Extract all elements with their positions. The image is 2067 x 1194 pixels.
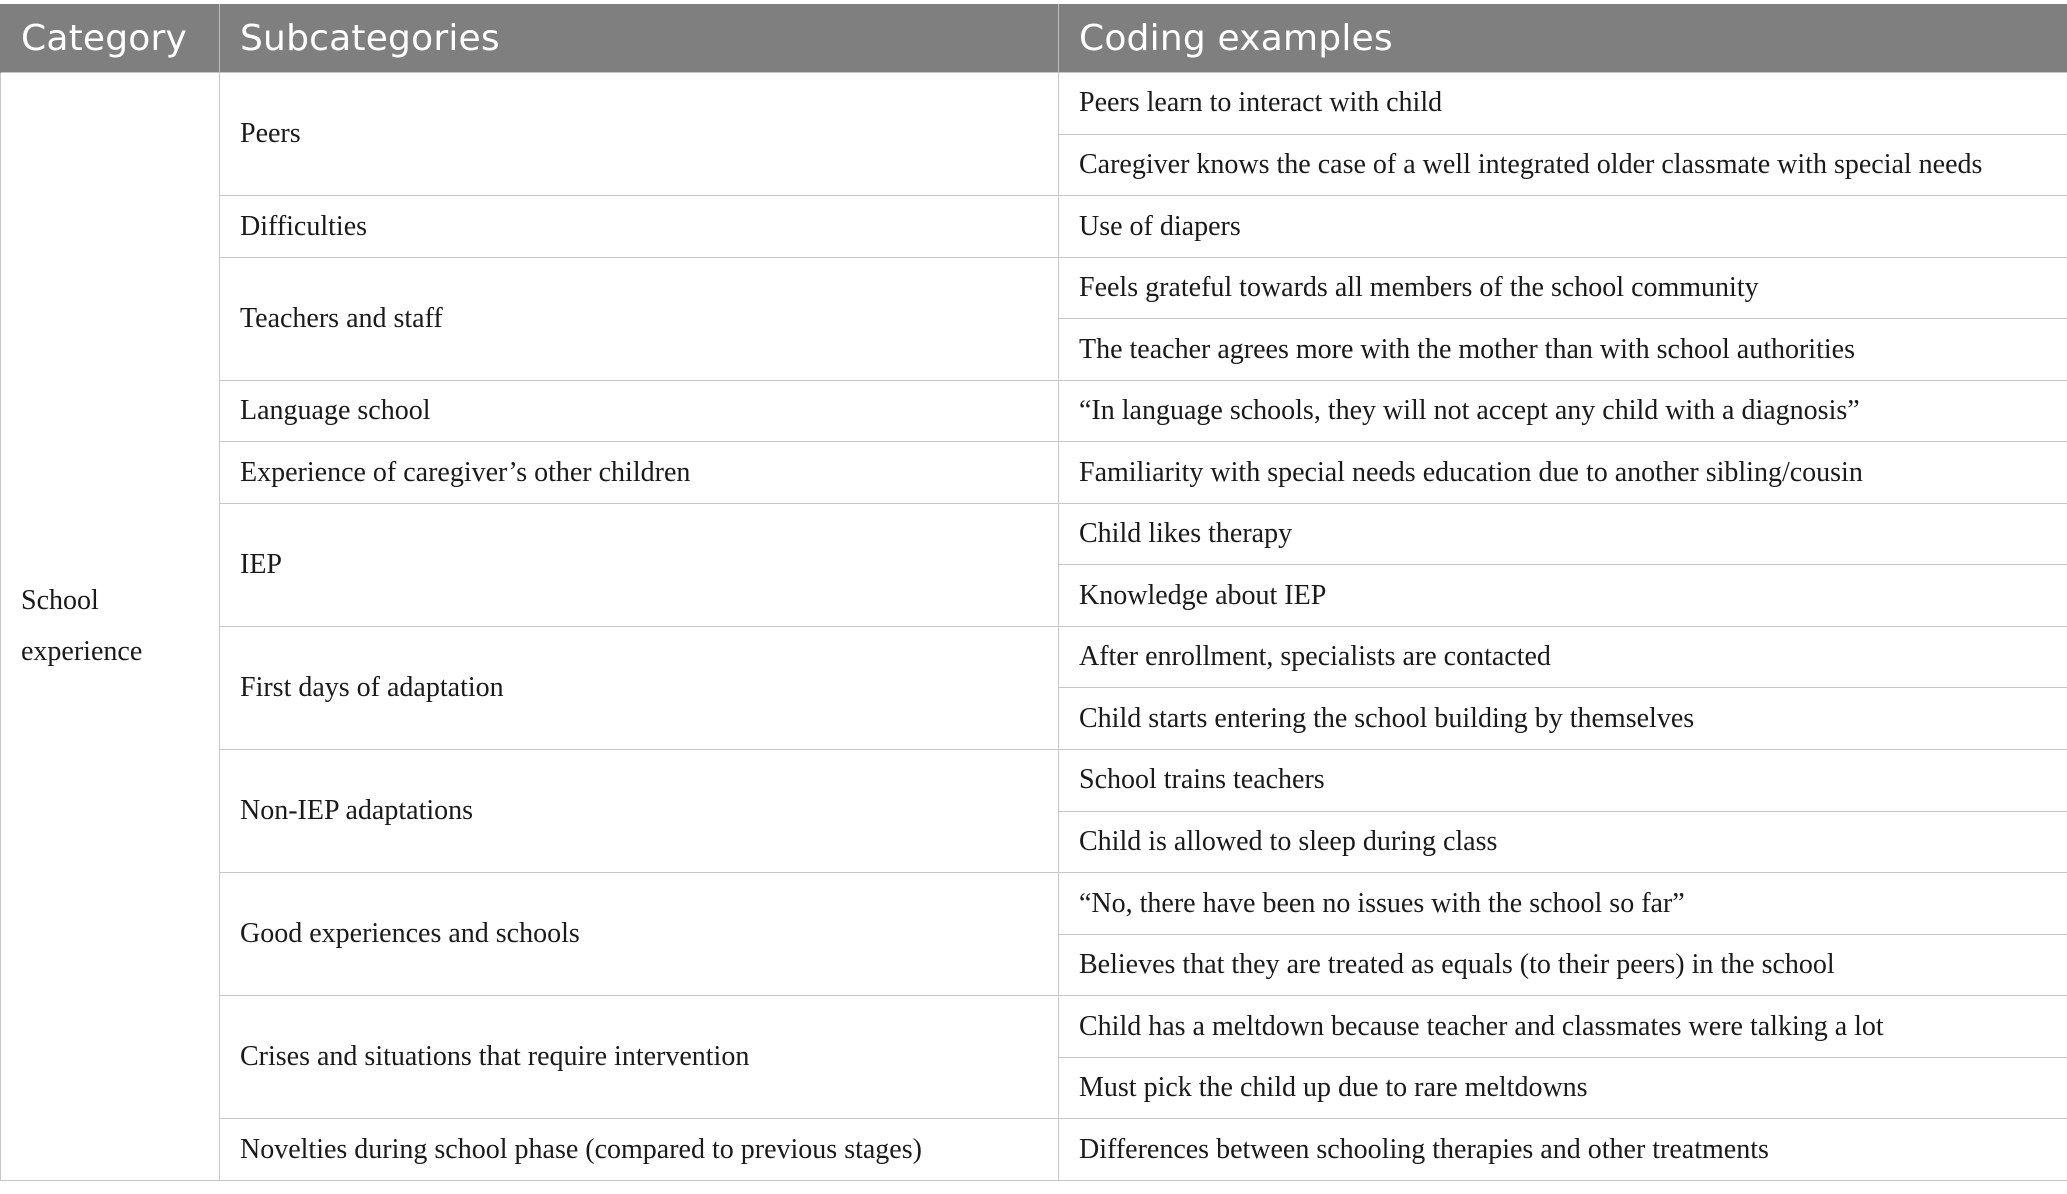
- coding-example-cell: Child starts entering the school building by themselves: [1059, 688, 2067, 750]
- coding-table-container: [0, 4, 2067, 1181]
- header-coding-examples: Coding examples: [1059, 4, 2067, 73]
- table-body: [1, 73, 2067, 1181]
- subcategory-cell: Crises and situations that require intervention: [220, 996, 1059, 1119]
- table-row: [1, 442, 2067, 504]
- table-row: [1, 873, 2067, 935]
- coding-example-cell: Believes that they are treated as equals (to their peers) in the school: [1059, 934, 2067, 996]
- coding-example-cell: Child has a meltdown because teacher and classmates were talking a lot: [1059, 996, 2067, 1058]
- subcategory-cell: Difficulties: [220, 196, 1059, 258]
- table-row: [1, 503, 2067, 565]
- table-row: [1, 380, 2067, 442]
- category-line: experience: [21, 635, 143, 667]
- coding-table: [0, 4, 2067, 1181]
- category-line: School: [21, 585, 99, 617]
- table-row: [1, 996, 2067, 1058]
- coding-example-cell: The teacher agrees more with the mother than with school authorities: [1059, 319, 2067, 381]
- subcategory-cell: Teachers and staff: [220, 257, 1059, 380]
- table-row: [1, 1119, 2067, 1181]
- table-row: [1, 196, 2067, 258]
- table-row: [1, 626, 2067, 688]
- coding-example-cell: Feels grateful towards all members of the school community: [1059, 257, 2067, 319]
- coding-example-cell: After enrollment, specialists are contacted: [1059, 626, 2067, 688]
- table-row: [1, 73, 2067, 135]
- coding-example-cell: Familiarity with special needs education due to another sibling/cousin: [1059, 442, 2067, 504]
- subcategory-cell: Non-IEP adaptations: [220, 750, 1059, 873]
- coding-example-cell: “No, there have been no issues with the school so far”: [1059, 873, 2067, 935]
- coding-example-cell: Peers learn to interact with child: [1059, 73, 2067, 135]
- coding-example-cell: Child likes therapy: [1059, 503, 2067, 565]
- subcategory-cell: First days of adaptation: [220, 626, 1059, 749]
- table-header: [1, 4, 2067, 73]
- subcategory-cell: Novelties during school phase (compared to previous stages): [220, 1119, 1059, 1181]
- coding-example-cell: School trains teachers: [1059, 750, 2067, 812]
- table-row: [1, 750, 2067, 812]
- coding-example-cell: Caregiver knows the case of a well integrated older classmate with special needs: [1059, 134, 2067, 196]
- subcategory-cell: Good experiences and schools: [220, 873, 1059, 996]
- coding-example-cell: Use of diapers: [1059, 196, 2067, 258]
- header-subcategories: Subcategories: [220, 4, 1059, 73]
- coding-example-cell: Child is allowed to sleep during class: [1059, 811, 2067, 873]
- table-row: [1, 257, 2067, 319]
- header-category: Category: [1, 4, 220, 73]
- subcategory-cell: Language school: [220, 380, 1059, 442]
- header-row: [1, 4, 2067, 73]
- category-cell: [1, 73, 220, 1181]
- subcategory-cell: Experience of caregiver’s other children: [220, 442, 1059, 504]
- coding-example-cell: Must pick the child up due to rare meltdowns: [1059, 1057, 2067, 1119]
- coding-example-cell: Knowledge about IEP: [1059, 565, 2067, 627]
- subcategory-cell: Peers: [220, 73, 1059, 196]
- subcategory-cell: IEP: [220, 503, 1059, 626]
- coding-example-cell: Differences between schooling therapies and other treatments: [1059, 1119, 2067, 1181]
- coding-example-cell: “In language schools, they will not accept any child with a diagnosis”: [1059, 380, 2067, 442]
